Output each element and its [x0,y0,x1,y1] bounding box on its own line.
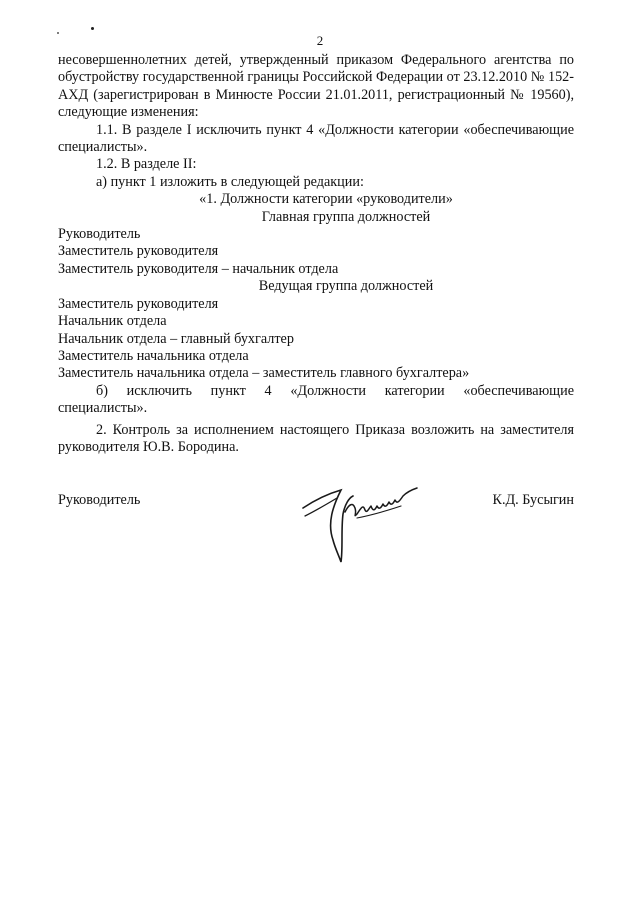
position-list-item: Заместитель руководителя [58,295,219,312]
document-body [58,52,574,456]
position-list-item: Заместитель руководителя – начальник отдела [58,260,339,277]
heading-leading-group: Ведущая группа должностей [258,278,434,295]
position-list-item: Начальник отдела [58,313,167,330]
signatory-name: К.Д. Бусыгин [492,492,574,508]
paragraph-item-1-1: 1.1. В разделе I исключить пункт 4 «Должности категории «обеспечивающие специалисты». [58,121,574,156]
position-list-item: Руководитель [58,226,141,243]
paragraph-item-1-2: 1.2. В разделе II: [96,156,197,173]
paragraph-subitem-b: б) исключить пункт 4 «Должности категории «обеспечивающие специалисты». [58,382,574,417]
scan-speck [91,27,94,30]
heading-category-managers: «1. Должности категории «руководители» [199,191,453,208]
handwritten-signature [297,478,422,568]
position-list-item: Начальник отдела – главный бухгалтер [58,330,294,347]
position-list-item: Заместитель начальника отдела – заместитель главного бухгалтера» [58,365,470,382]
signatory-title: Руководитель [58,492,141,508]
paragraph-subitem-a: а) пункт 1 изложить в следующей редакции: [96,173,364,190]
paragraph-amendment-intro: несовершеннолетних детей, утвержденный приказом Федерального агентства по обустройству государственной границы Российской Федерации от 23.12.2010 № 152-АХД (зарегистрирован в Минюсте России 21.01.2011, регистрационный № 19560), следующие изменения: [58,52,574,121]
position-list-item: Заместитель начальника отдела [58,347,249,364]
page-number: 2 [316,33,324,48]
position-list-item: Заместитель руководителя [58,243,219,260]
paragraph-control-clause: 2. Контроль за исполнением настоящего Приказа возложить на заместителя руководителя Ю.В. Бородина. [58,421,574,455]
heading-main-group: Главная группа должностей [261,208,431,225]
